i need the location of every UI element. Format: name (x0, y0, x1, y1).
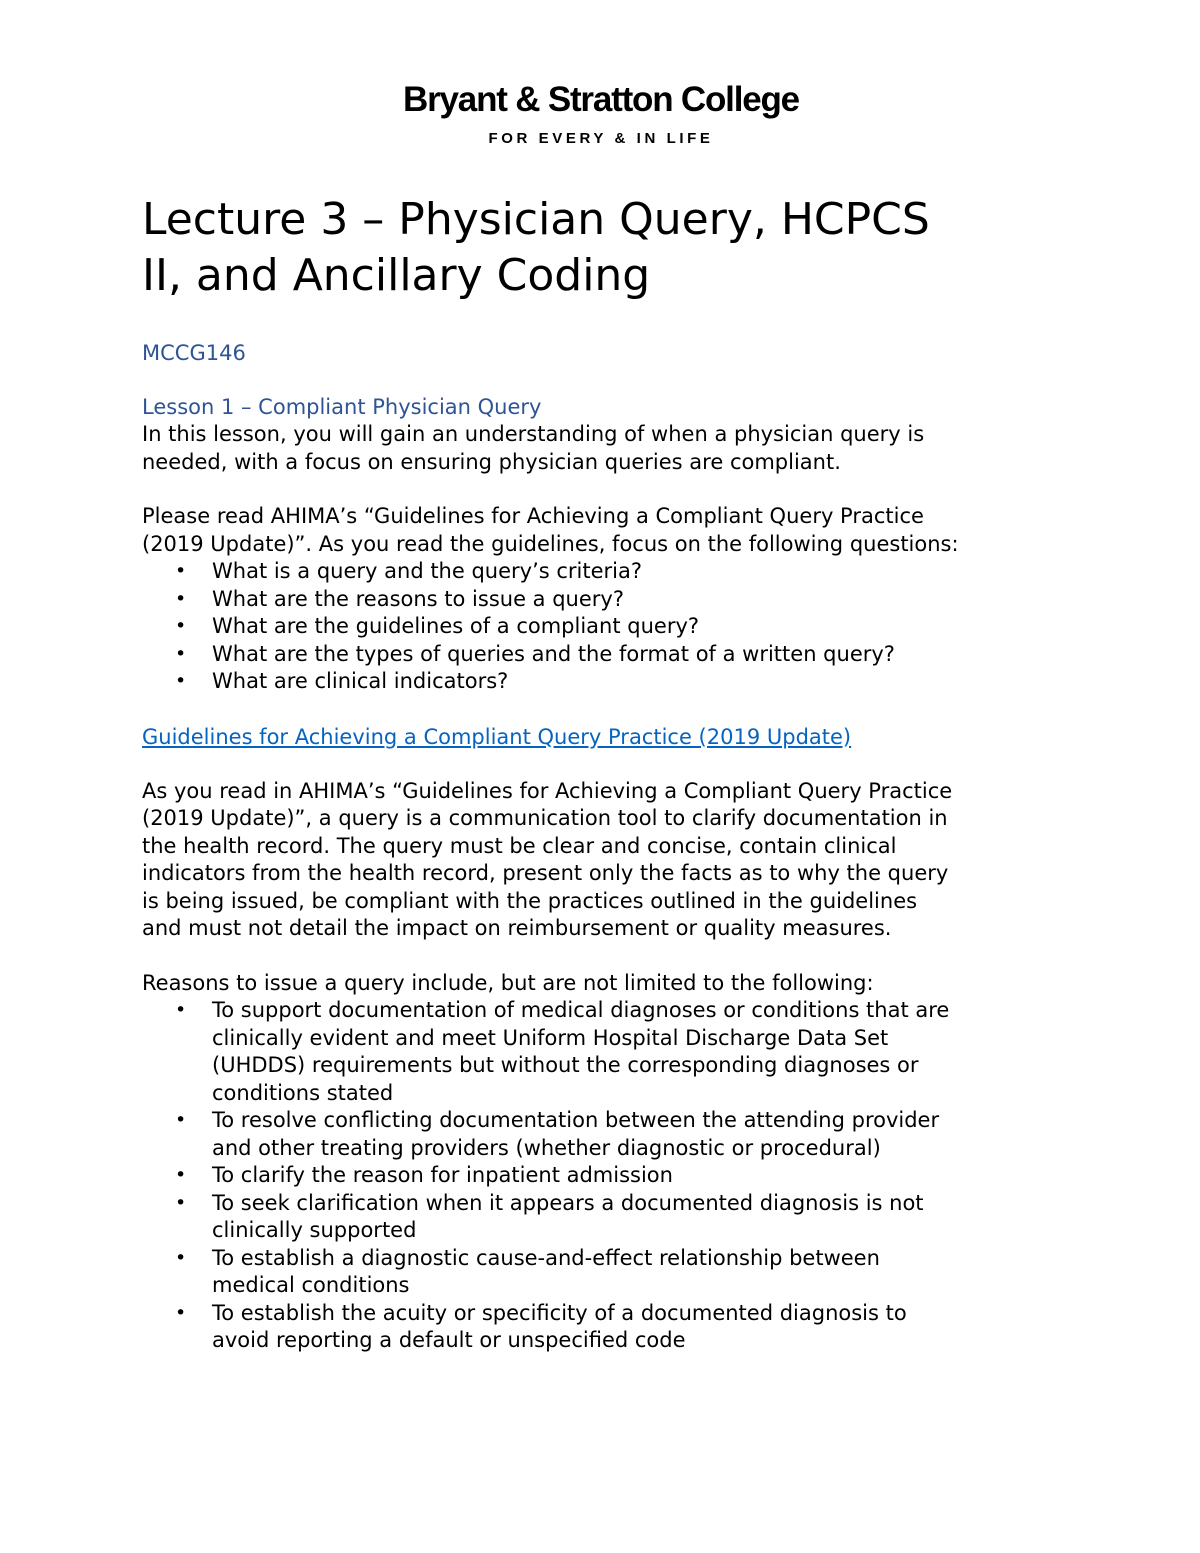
list-item (142, 613, 1082, 641)
bullet-icon: • (175, 670, 187, 692)
list-item-text: clinically evident and meet Uniform Hospital Discharge Data Set (212, 1025, 889, 1050)
list-item (142, 1190, 1082, 1245)
text-line: (2019 Update)”. As you read the guidelines, focus on the following questions: (142, 531, 959, 556)
bullet-icon: • (175, 1109, 187, 1131)
list-item-text: To clarify the reason for inpatient admission (212, 1163, 673, 1187)
list-item-text: avoid reporting a default or unspecified code (212, 1328, 686, 1352)
bullet-icon: • (175, 999, 187, 1021)
list-item (142, 586, 1082, 614)
list-item-text: To seek clarification when it appears a documented diagnosis is not (212, 1190, 924, 1215)
reasons-intro (142, 970, 1082, 998)
course-code: MCCG146 (142, 341, 246, 365)
bullet-icon: • (175, 642, 187, 665)
bullet-icon: • (175, 1246, 187, 1269)
list-item-text: (UHDDS) requirements but without the corresponding diagnoses or (212, 1053, 919, 1077)
list-item (142, 1107, 1082, 1162)
bullet-icon: • (175, 587, 187, 610)
link-row (142, 723, 1082, 751)
summary-paragraph (142, 778, 1082, 943)
list-item-text: To support documentation of medical diagnoses or conditions that are (212, 998, 950, 1022)
list-item-text: What is a query and the query’s criteria? (212, 559, 643, 583)
logo-wordmark: Bryant & Stratton College (403, 80, 799, 119)
college-logo (396, 80, 806, 148)
question-list (142, 558, 1082, 696)
list-item (142, 641, 1082, 669)
text-line: (2019 Update)”, a query is a communication tool to clarify documentation in (142, 806, 948, 830)
text-line: As you read in AHIMA’s “Guidelines for Achieving a Compliant Query Practice (142, 778, 953, 803)
guidelines-link[interactable]: Guidelines for Achieving a Compliant Query Practice (2019 Update) (142, 724, 852, 749)
title-line: II, and Ancillary Coding (142, 250, 651, 301)
bullet-icon: • (175, 560, 187, 582)
text-line: the health record. The query must be clear and concise, contain clinical (142, 833, 897, 858)
list-item-text: To resolve conflicting documentation between the attending provider (212, 1108, 940, 1132)
text-line: and must not detail the impact on reimbursement or quality measures. (142, 916, 892, 940)
bullet-icon: • (175, 1301, 187, 1324)
bullet-icon: • (175, 1164, 187, 1186)
list-item (142, 668, 1082, 696)
list-item-text: medical conditions (212, 1273, 410, 1297)
reading-instructions (142, 503, 1082, 558)
list-item (142, 558, 1082, 586)
list-item-text: What are the types of queries and the format of a written query? (212, 641, 895, 666)
text-line: indicators from the health record, present only the facts as to why the query (142, 861, 949, 885)
logo-tagline: FOR EVERY & IN LIFE (488, 130, 714, 147)
list-item (142, 1245, 1082, 1300)
title-line: Lecture 3 – Physician Query, HCPCS (142, 194, 930, 245)
document-body (142, 192, 1082, 1355)
lesson-heading: Lesson 1 – Compliant Physician Query (142, 395, 542, 419)
reasons-list (142, 997, 1082, 1355)
list-item-text: and other treating providers (whether diagnostic or procedural) (212, 1135, 881, 1160)
list-item-text: What are clinical indicators? (212, 669, 509, 693)
page-title (142, 192, 1082, 304)
text-line: In this lesson, you will gain an understanding of when a physician query is (142, 422, 925, 446)
list-item-text: What are the reasons to issue a query? (212, 586, 624, 611)
list-item (142, 1300, 1082, 1355)
list-item-text: conditions stated (212, 1080, 394, 1105)
list-item (142, 997, 1082, 1107)
list-item-text: clinically supported (212, 1218, 417, 1242)
text-line: needed, with a focus on ensuring physician queries are compliant. (142, 449, 841, 474)
text-line: Please read AHIMA’s “Guidelines for Achieving a Compliant Query Practice (142, 504, 924, 528)
list-item-text: To establish the acuity or specificity of a documented diagnosis to (212, 1300, 907, 1325)
list-item-text: To establish a diagnostic cause-and-effect relationship between (212, 1245, 880, 1270)
bullet-icon: • (175, 1191, 187, 1214)
text-line: Reasons to issue a query include, but are not limited to the following: (142, 970, 874, 995)
bullet-icon: • (175, 615, 187, 637)
list-item-text: What are the guidelines of a compliant query? (212, 614, 700, 638)
text-line: is being issued, be compliant with the practices outlined in the guidelines (142, 888, 918, 913)
list-item (142, 1162, 1082, 1190)
lesson-intro (142, 421, 1082, 476)
